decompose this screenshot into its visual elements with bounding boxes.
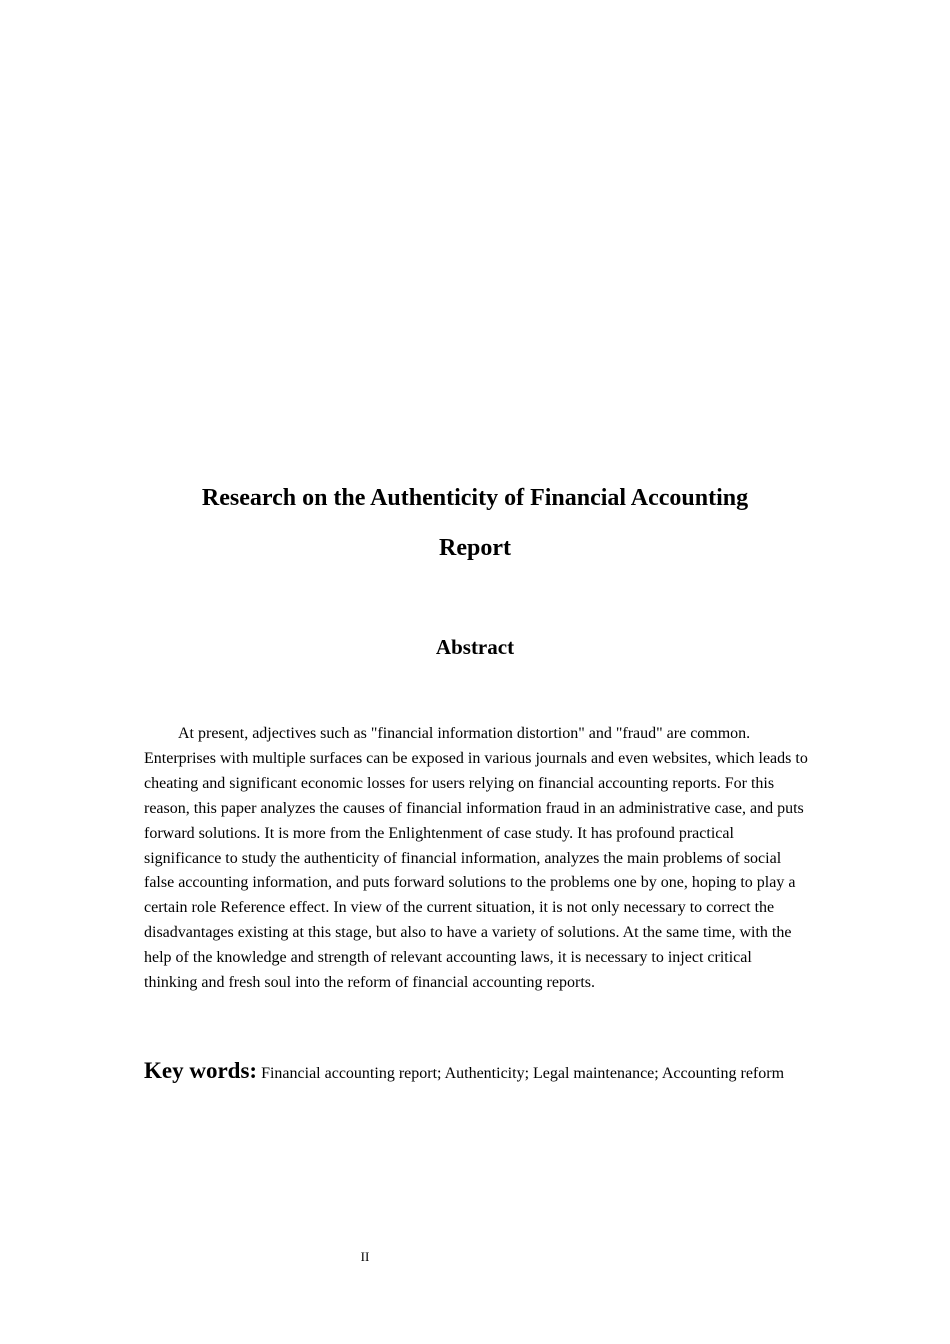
abstract-heading: Abstract	[435, 635, 515, 659]
title-line-2: Report	[439, 535, 511, 561]
title-line-1: Research on the Authenticity of Financial Accounting	[201, 485, 749, 511]
keywords-text: Financial accounting report; Authenticity; Legal maintenance; Accounting reform	[261, 1065, 785, 1082]
abstract-body: At present, adjectives such as "financial information distortion" and "fraud" are common. Enterprises with multiple surfaces can be exposed in various journals and even websites, which leads to cheating and significant economic losses for users relying on financial accounting reports. For this reason, this paper analyzes the causes of financial information fraud in an administrative case, and puts forward solutions. It is more from the Enlightenment of case study. It has profound practical significance to study the authenticity of financial information, analyzes the main problems of social false accounting information, and puts forward solutions to the problems one by one, hoping to play a certain role Reference effect. In view of the current situation, it is not only necessary to correct the disadvantages existing at this stage, but also to have a variety of solutions. At the same time, with the help of the knowledge and strength of relevant accounting laws, it is necessary to inject critical thinking and fresh soul into the reform of financial accounting reports.	[144, 725, 808, 992]
page-number: II	[360, 1249, 370, 1264]
keywords-label: Key words:	[144, 1058, 258, 1083]
keywords-line	[144, 1056, 834, 1089]
